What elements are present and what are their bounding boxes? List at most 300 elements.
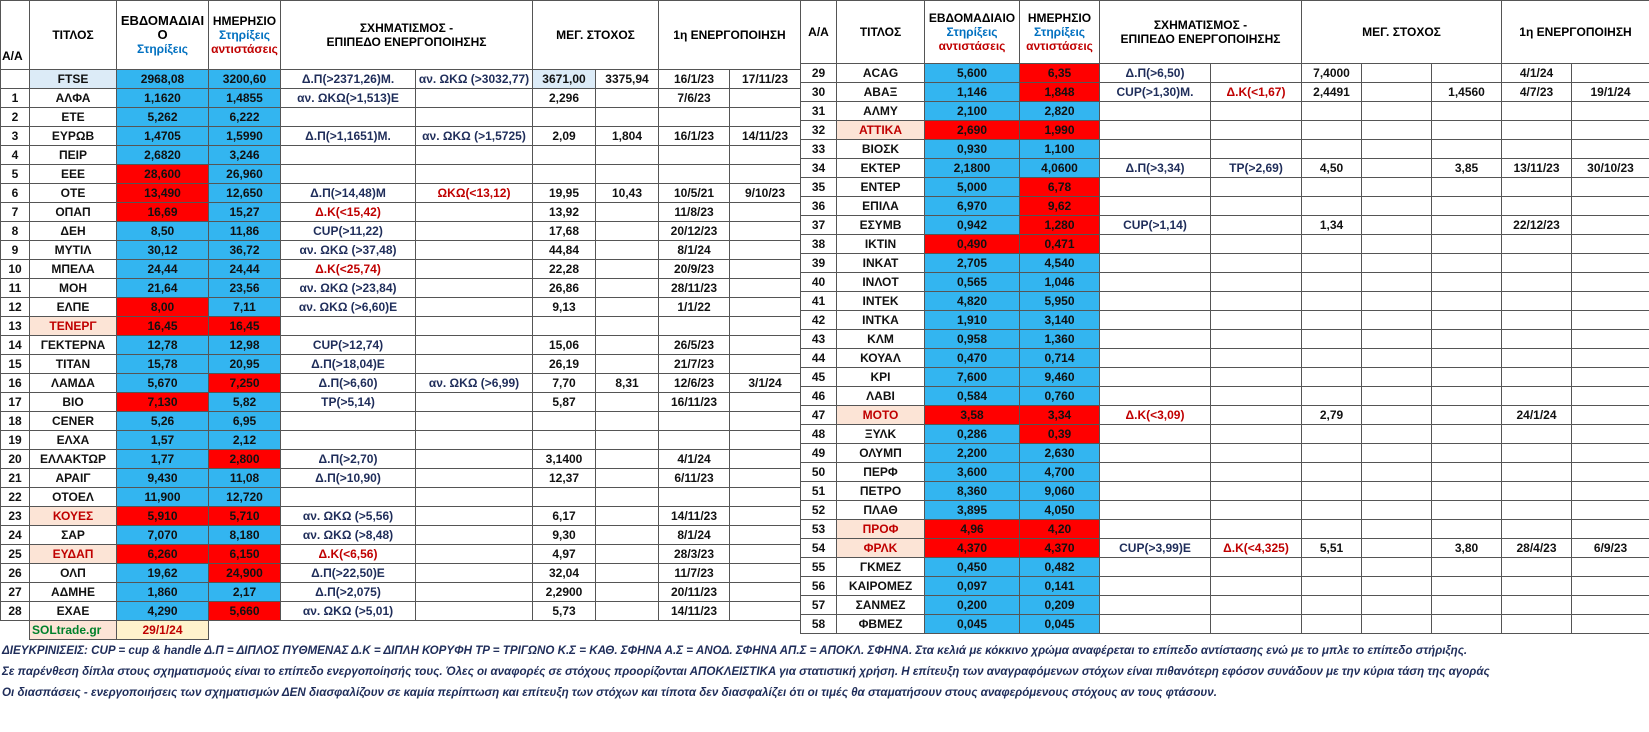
pattern-1: αν. ΩΚΩ (>5,56) — [281, 507, 416, 526]
target-2 — [1432, 520, 1502, 539]
weekly-level: 7,070 — [117, 526, 209, 545]
stock-title: ΕΤΕ — [30, 108, 117, 127]
table-row — [801, 254, 1649, 273]
stock-title: ΟΤΟΕΛ — [30, 488, 117, 507]
row-number: 18 — [1, 412, 30, 431]
target-1 — [1302, 501, 1362, 520]
row-number: 20 — [1, 450, 30, 469]
activation-2 — [1572, 197, 1649, 216]
target-1: 32,04 — [533, 564, 596, 583]
activation-2 — [730, 355, 801, 374]
weekly-level: 1,910 — [925, 311, 1020, 330]
target-2 — [1432, 102, 1502, 121]
row-number: 11 — [1, 279, 30, 298]
row-number: 58 — [801, 615, 837, 634]
stock-title: ΜΠΕΛΑ — [30, 260, 117, 279]
daily-level: 12,98 — [209, 336, 281, 355]
daily-level: 2,630 — [1020, 444, 1100, 463]
left-table — [0, 0, 801, 640]
weekly-level: 1,4705 — [117, 127, 209, 146]
stock-title: ΟΛΥΜΠ — [837, 444, 925, 463]
weekly-level: 0,490 — [925, 235, 1020, 254]
stock-title: ΙΝΤΕΚ — [837, 292, 925, 311]
table-row — [801, 444, 1649, 463]
pattern-1: αν. ΩΚΩ (>5,01) — [281, 602, 416, 621]
table-row — [801, 311, 1649, 330]
stock-title: ΒΙΟ — [30, 393, 117, 412]
row-number: 21 — [1, 469, 30, 488]
daily-level: 15,27 — [209, 203, 281, 222]
pattern-2 — [1211, 615, 1302, 634]
table-row — [801, 178, 1649, 197]
activation-1: 12/6/23 — [659, 374, 730, 393]
stock-title: ΕΛΧΑ — [30, 431, 117, 450]
daily-level: 5,660 — [209, 602, 281, 621]
table-row — [801, 463, 1649, 482]
target-2 — [1432, 121, 1502, 140]
stock-title: ΑΔΜΗΕ — [30, 583, 117, 602]
weekly-level: 5,26 — [117, 412, 209, 431]
target-blank — [1362, 292, 1432, 311]
target-2 — [596, 279, 659, 298]
weekly-header-line1: ΕΒΔΟΜΑΔΙΑΙ — [120, 13, 205, 28]
stock-title: ΤΕΝΕΡΓ — [30, 317, 117, 336]
target-2 — [596, 203, 659, 222]
activation-2: 30/10/23 — [1572, 159, 1649, 178]
daily-header-right-supports: Στηρίξεις — [1033, 25, 1086, 39]
row-number: 56 — [801, 577, 837, 596]
activation-2 — [1572, 254, 1649, 273]
target-2 — [1432, 501, 1502, 520]
target-1: 19,95 — [533, 184, 596, 203]
target-1 — [1302, 140, 1362, 159]
target-1: 4,50 — [1302, 159, 1362, 178]
row-number: 43 — [801, 330, 837, 349]
activation-2 — [730, 583, 801, 602]
date-label: 29/1/24 — [117, 621, 209, 640]
activation-1 — [1502, 349, 1572, 368]
pattern-2 — [416, 450, 533, 469]
activation-2: 6/9/23 — [1572, 539, 1649, 558]
weekly-level: 4,370 — [925, 539, 1020, 558]
row-number: 53 — [801, 520, 837, 539]
pattern-1: Δ.Π(>22,50)Ε — [281, 564, 416, 583]
pattern-header-right-line1: ΣΧΗΜΑΤΙΣΜΟΣ - — [1153, 18, 1248, 32]
weekly-header-right-resistances: αντιστάσεις — [938, 39, 1006, 53]
activation-1: 1/1/22 — [659, 298, 730, 317]
daily-header-line1: ΗΜΕΡΗΣΙΟ — [212, 14, 277, 28]
pattern-2 — [416, 393, 533, 412]
pattern-1: αν. ΩΚΩ(>1,513)Ε — [281, 89, 416, 108]
target-2 — [596, 526, 659, 545]
table-row — [1, 374, 801, 393]
stock-title: ΤΙΤΑΝ — [30, 355, 117, 374]
activation-2 — [730, 260, 801, 279]
pattern-2 — [416, 355, 533, 374]
pattern-1: Δ.Π(>1,1651)Μ. — [281, 127, 416, 146]
pattern-2 — [1211, 482, 1302, 501]
pattern-1 — [1100, 254, 1211, 273]
daily-level: 0,471 — [1020, 235, 1100, 254]
daily-level: 3,246 — [209, 146, 281, 165]
activation-1: 4/1/24 — [1502, 64, 1572, 83]
daily-level: 4,700 — [1020, 463, 1100, 482]
weekly-level: 0,470 — [925, 349, 1020, 368]
stock-title: ΓΕΚΤΕΡΝΑ — [30, 336, 117, 355]
pattern-2 — [416, 545, 533, 564]
row-number: 41 — [801, 292, 837, 311]
activation-2 — [730, 488, 801, 507]
pattern-1 — [1100, 140, 1211, 159]
activation-2 — [1572, 349, 1649, 368]
target-2 — [1432, 444, 1502, 463]
table-row — [1, 545, 801, 564]
target-blank — [1362, 83, 1432, 102]
stock-title: ΠΕΡΦ — [837, 463, 925, 482]
daily-level: 11,08 — [209, 469, 281, 488]
table-row — [801, 596, 1649, 615]
row-number: 36 — [801, 197, 837, 216]
activation-1 — [1502, 615, 1572, 634]
pattern-header-right-line2: ΕΠΙΠΕΔΟ ΕΝΕΡΓΟΠΟΙΗΣΗΣ — [1120, 32, 1281, 46]
daily-level: 16,45 — [209, 317, 281, 336]
pattern-1: Δ.Π(>3,34) — [1100, 159, 1211, 178]
weekly-level: 1,860 — [117, 583, 209, 602]
target-1 — [533, 488, 596, 507]
target-2 — [596, 564, 659, 583]
pattern-1: αν. ΩΚΩ (>37,48) — [281, 241, 416, 260]
row-number: 15 — [1, 355, 30, 374]
daily-level: 6,78 — [1020, 178, 1100, 197]
table-row — [801, 197, 1649, 216]
daily-level: 0,141 — [1020, 577, 1100, 596]
daily-level: 6,150 — [209, 545, 281, 564]
daily-level: 6,95 — [209, 412, 281, 431]
activation-1 — [1502, 501, 1572, 520]
activation-2 — [730, 222, 801, 241]
target-1 — [533, 317, 596, 336]
daily-level: 12,650 — [209, 184, 281, 203]
daily-level: 4,050 — [1020, 501, 1100, 520]
pattern-2 — [1211, 368, 1302, 387]
target-blank — [1362, 235, 1432, 254]
daily-level: 23,56 — [209, 279, 281, 298]
weekly-level: 5,910 — [117, 507, 209, 526]
target-1 — [533, 108, 596, 127]
daily-level: 0,045 — [1020, 615, 1100, 634]
daily-level: 4,20 — [1020, 520, 1100, 539]
target-1 — [1302, 292, 1362, 311]
weekly-level: 3,895 — [925, 501, 1020, 520]
target-1 — [1302, 311, 1362, 330]
target-2: 8,31 — [596, 374, 659, 393]
activation-2 — [730, 203, 801, 222]
activation-2 — [1572, 273, 1649, 292]
table-row — [1, 184, 801, 203]
pattern-1: CUP(>1,30)Μ. — [1100, 83, 1211, 102]
pattern-1: Δ.Π(>6,50) — [1100, 64, 1211, 83]
target-2 — [596, 393, 659, 412]
activation-1 — [659, 488, 730, 507]
pattern-2 — [416, 488, 533, 507]
stock-title: ΟΠΑΠ — [30, 203, 117, 222]
pattern-1: Δ.Κ(<6,56) — [281, 545, 416, 564]
stock-title: ΚΡΙ — [837, 368, 925, 387]
activation-1 — [1502, 330, 1572, 349]
pattern-2 — [416, 336, 533, 355]
stock-title: ΕΛΛΑΚΤΩΡ — [30, 450, 117, 469]
daily-level: 0,714 — [1020, 349, 1100, 368]
target-1 — [1302, 121, 1362, 140]
stock-title: ΟΛΠ — [30, 564, 117, 583]
daily-level: 0,760 — [1020, 387, 1100, 406]
stock-title: ΛΑΒΙ — [837, 387, 925, 406]
weekly-level: 2,1800 — [925, 159, 1020, 178]
table-row — [1, 317, 801, 336]
pattern-2 — [1211, 102, 1302, 121]
pattern-1: Δ.Κ(<15,42) — [281, 203, 416, 222]
activation-2 — [730, 431, 801, 450]
target-1 — [533, 146, 596, 165]
pattern-1: Δ.Π(>10,90) — [281, 469, 416, 488]
target-2 — [1432, 558, 1502, 577]
table-row — [1, 507, 801, 526]
daily-level: 1,046 — [1020, 273, 1100, 292]
weekly-level: 0,200 — [925, 596, 1020, 615]
table-row — [801, 273, 1649, 292]
row-number — [1, 70, 30, 89]
activation-1 — [1502, 368, 1572, 387]
target-2 — [1432, 216, 1502, 235]
activation-1: 20/9/23 — [659, 260, 730, 279]
activation-1 — [659, 146, 730, 165]
pattern-1 — [281, 488, 416, 507]
target-2 — [596, 108, 659, 127]
pattern-2 — [1211, 520, 1302, 539]
weekly-header-supports: Στηρίξεις — [136, 42, 189, 56]
pattern-1: CUP(>1,14) — [1100, 216, 1211, 235]
daily-level: 0,39 — [1020, 425, 1100, 444]
activation-1: 11/7/23 — [659, 564, 730, 583]
table-row — [1, 469, 801, 488]
row-number: 6 — [1, 184, 30, 203]
weekly-level: 7,130 — [117, 393, 209, 412]
target-2 — [596, 298, 659, 317]
note-line: Οι διασπάσεις - ενεργοποιήσεις των σχηματισμών ΔΕΝ διασφαλίζουν σε καμία περίπτωση και επίτευξη των στόχων και τίποτα δεν διασφαλίζει ότι οι τιμές θα σταματήσουν στους αναφερόμενους στόχους αν τους φτάσουν. — [2, 686, 1217, 699]
row-number: 55 — [801, 558, 837, 577]
pattern-2: TP(>2,69) — [1211, 159, 1302, 178]
pattern-1 — [281, 317, 416, 336]
stock-title: ACAG — [837, 64, 925, 83]
activation-2 — [730, 469, 801, 488]
row-number: 13 — [1, 317, 30, 336]
stock-title: ΕΥΔΑΠ — [30, 545, 117, 564]
stock-title: ΑΛΜΥ — [837, 102, 925, 121]
target-blank — [1362, 102, 1432, 121]
activation-2 — [1572, 501, 1649, 520]
target-2 — [1432, 254, 1502, 273]
activation-2 — [1572, 235, 1649, 254]
target-1: 5,87 — [533, 393, 596, 412]
target-2 — [1432, 64, 1502, 83]
weekly-level: 2,6820 — [117, 146, 209, 165]
activation-2 — [1572, 216, 1649, 235]
weekly-level: 3,58 — [925, 406, 1020, 425]
table-row — [801, 368, 1649, 387]
pattern-1: αν. ΩΚΩ (>23,84) — [281, 279, 416, 298]
aa-header: Α/Α — [1, 1, 30, 70]
target-blank — [1362, 121, 1432, 140]
row-number: 7 — [1, 203, 30, 222]
row-number: 35 — [801, 178, 837, 197]
target-1: 2,296 — [533, 89, 596, 108]
target-1: 4,97 — [533, 545, 596, 564]
pattern-1 — [1100, 121, 1211, 140]
daily-level: 1,100 — [1020, 140, 1100, 159]
activation-2 — [1572, 178, 1649, 197]
note-line: Σε παρένθεση δίπλα στους σχηματισμούς είναι το επίπεδο ενεργοποίησής τους. Όλες οι αναφορές σε στόχους προορίζονται ΑΠΟΚΛΕΙΣΤΙΚΑ για στατιστική χρήση. Η επίτευξη των αναγραφόμενων στόχων είναι πιθανότερη εφόσον συνάδουν με την κύρια τάση της αγοράς — [2, 665, 1490, 678]
row-number: 28 — [1, 602, 30, 621]
activation-2 — [1572, 102, 1649, 121]
target-1 — [1302, 444, 1362, 463]
pattern-1 — [1100, 102, 1211, 121]
activation-1: 10/5/21 — [659, 184, 730, 203]
activation-1: 14/11/23 — [659, 602, 730, 621]
activation-2 — [1572, 558, 1649, 577]
activation-2 — [1572, 140, 1649, 159]
pattern-1 — [1100, 292, 1211, 311]
row-number: 4 — [1, 146, 30, 165]
activation-1 — [1502, 596, 1572, 615]
weekly-header-right — [925, 1, 1020, 64]
weekly-level: 9,430 — [117, 469, 209, 488]
target-2 — [1432, 425, 1502, 444]
activation-2 — [730, 298, 801, 317]
pattern-1 — [1100, 330, 1211, 349]
stock-title: ΚΟΥΕΣ — [30, 507, 117, 526]
activation-1: 4/7/23 — [1502, 83, 1572, 102]
activation-1: 11/8/23 — [659, 203, 730, 222]
activation-2 — [1572, 425, 1649, 444]
target-2 — [596, 165, 659, 184]
target-2 — [596, 602, 659, 621]
target-blank — [1362, 463, 1432, 482]
activation-1 — [1502, 197, 1572, 216]
daily-level: 26,960 — [209, 165, 281, 184]
row-number: 52 — [801, 501, 837, 520]
pattern-1 — [1100, 273, 1211, 292]
table-row — [801, 83, 1649, 102]
target-1 — [1302, 330, 1362, 349]
daily-header-right-line1: ΗΜΕΡΗΣΙΟ — [1027, 11, 1092, 25]
pattern-2 — [416, 146, 533, 165]
aa-header-right: Α/Α — [801, 1, 837, 64]
target-1 — [1302, 463, 1362, 482]
activation-1: 28/4/23 — [1502, 539, 1572, 558]
target-1 — [533, 431, 596, 450]
activation-2 — [1572, 387, 1649, 406]
pattern-2: αν. ΩΚΩ (>3032,77) — [416, 70, 533, 89]
weekly-header-right-supports: Στηρίξεις — [946, 25, 998, 39]
daily-level: 0,209 — [1020, 596, 1100, 615]
target-blank — [1362, 368, 1432, 387]
row-number: 37 — [801, 216, 837, 235]
row-number: 47 — [801, 406, 837, 425]
stock-title: ΟΤΕ — [30, 184, 117, 203]
pattern-1 — [1100, 463, 1211, 482]
pattern-1: CUP(>11,22) — [281, 222, 416, 241]
pattern-2 — [416, 260, 533, 279]
target-2 — [1432, 615, 1502, 634]
stock-title: ΕΠΙΛΑ — [837, 197, 925, 216]
table-row — [801, 558, 1649, 577]
pattern-2 — [1211, 311, 1302, 330]
weekly-level: 19,62 — [117, 564, 209, 583]
daily-level: 7,11 — [209, 298, 281, 317]
weekly-header-line2: Ο — [157, 27, 168, 42]
activation-1: 13/11/23 — [1502, 159, 1572, 178]
target-1 — [1302, 482, 1362, 501]
left-header-row — [1, 1, 801, 70]
table-row — [1, 279, 801, 298]
pattern-2 — [1211, 558, 1302, 577]
right-table-body — [801, 64, 1649, 634]
pattern-2: Δ.Κ(<1,67) — [1211, 83, 1302, 102]
daily-level: 6,35 — [1020, 64, 1100, 83]
row-number: 42 — [801, 311, 837, 330]
table-row — [1, 298, 801, 317]
activation-2 — [1572, 121, 1649, 140]
row-number: 45 — [801, 368, 837, 387]
pattern-2: ΩΚΩ(<13,12) — [416, 184, 533, 203]
target-2 — [596, 431, 659, 450]
target-2 — [1432, 463, 1502, 482]
target-1 — [1302, 558, 1362, 577]
target-1 — [533, 165, 596, 184]
activation-2 — [730, 602, 801, 621]
table-row — [801, 539, 1649, 558]
pattern-2 — [416, 222, 533, 241]
row-number: 31 — [801, 102, 837, 121]
title-header: ΤΙΤΛΟΣ — [30, 1, 117, 70]
activation-2 — [730, 165, 801, 184]
target-blank — [1362, 615, 1432, 634]
target-blank — [1362, 558, 1432, 577]
daily-level: 3,34 — [1020, 406, 1100, 425]
target-2 — [1432, 273, 1502, 292]
target-1 — [1302, 235, 1362, 254]
row-number: 1 — [1, 89, 30, 108]
activation-2 — [730, 89, 801, 108]
table-row — [801, 330, 1649, 349]
table-row — [1, 146, 801, 165]
weekly-level: 5,000 — [925, 178, 1020, 197]
activation-1 — [1502, 292, 1572, 311]
target-blank — [1362, 159, 1432, 178]
activation-2 — [730, 450, 801, 469]
activation-2 — [730, 564, 801, 583]
target-2 — [596, 488, 659, 507]
weekly-level: 1,57 — [117, 431, 209, 450]
target-1: 26,19 — [533, 355, 596, 374]
pattern-1 — [1100, 425, 1211, 444]
target-2: 1,804 — [596, 127, 659, 146]
target-1 — [1302, 273, 1362, 292]
weekly-level: 6,970 — [925, 197, 1020, 216]
row-number: 38 — [801, 235, 837, 254]
target-2 — [1432, 387, 1502, 406]
pattern-2 — [416, 431, 533, 450]
